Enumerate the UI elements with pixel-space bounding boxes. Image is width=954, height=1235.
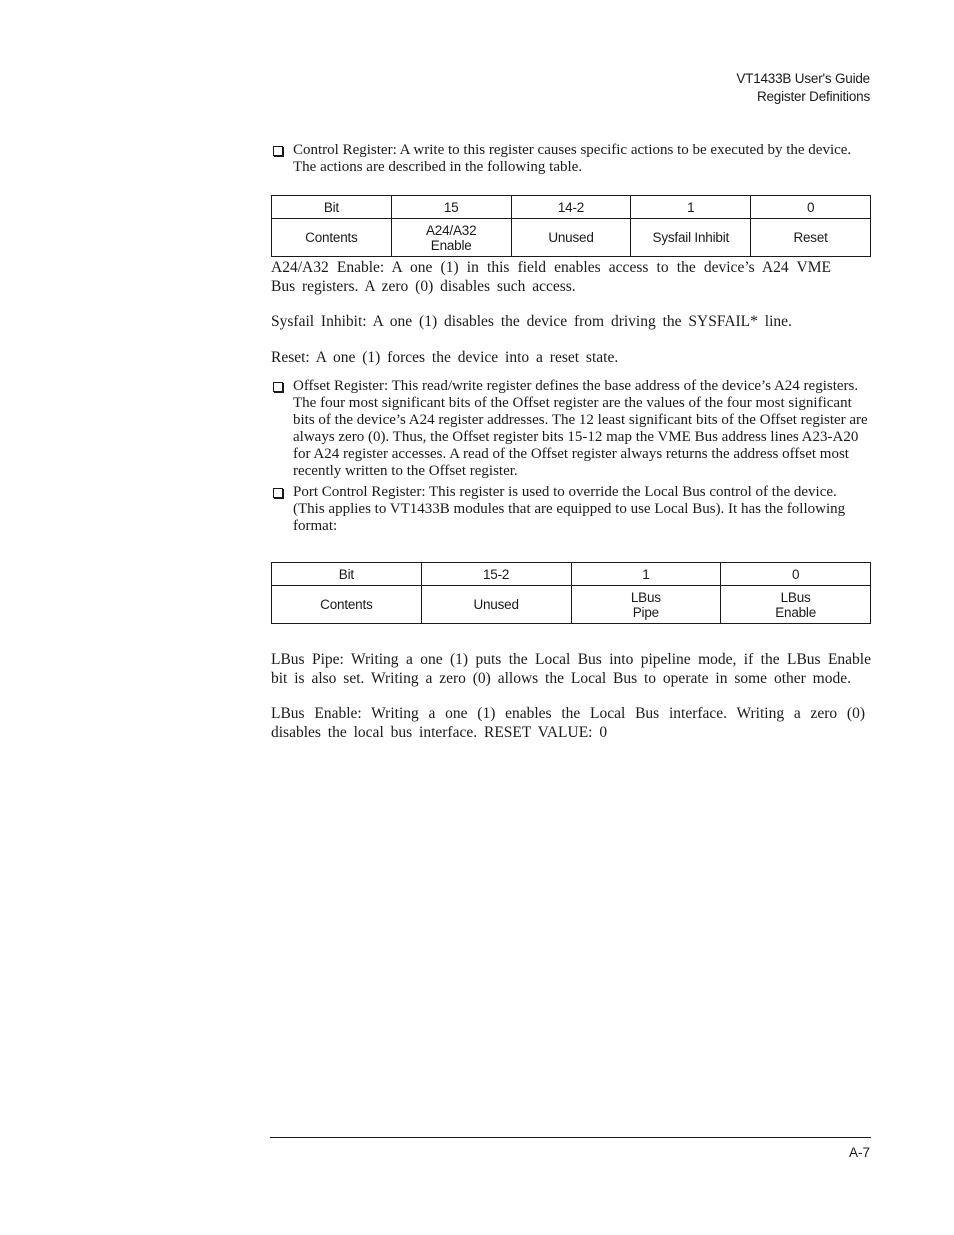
table-cell: Bit: [272, 196, 392, 219]
cell-line: Pipe: [632, 604, 659, 620]
cell-line: LBus: [630, 589, 661, 605]
table-row: [272, 586, 871, 624]
table-row: [272, 563, 871, 586]
table-cell: 15: [391, 196, 511, 219]
table-cell: [421, 586, 571, 624]
checkbox-bullet-icon: [273, 488, 283, 498]
table-cell: [751, 219, 871, 257]
header-section-title: Register Definitions: [756, 89, 870, 104]
checkbox-bullet-icon: [273, 146, 283, 156]
cell-line: Reset: [793, 230, 828, 245]
footer-divider: [270, 1137, 871, 1138]
control-register-text: Control Register: A write to this register causes specific actions to be executed by the device. The actions are described in the following table.: [293, 142, 852, 175]
cell-line: Contents: [305, 230, 358, 245]
a24-enable-description: A24/A32 Enable: A one (1) in this field enables access to the device’s A24 VME Bus registers. A zero (0) disables such access.: [271, 259, 831, 295]
table-cell: [272, 586, 422, 624]
table-cell: [631, 219, 751, 257]
cell-line: Sysfail Inhibit: [652, 230, 730, 245]
lbus-pipe-description: LBus Pipe: Writing a one (1) puts the Local Bus into pipeline mode, if the LBus Enable bit is also set. Writing a zero (0) allows the Local Bus to operate in some other mode.: [271, 651, 871, 687]
table-cell: 14-2: [511, 196, 631, 219]
cell-line: Contents: [320, 597, 373, 612]
checkbox-bullet-icon: [273, 382, 283, 392]
control-register-table: [271, 195, 871, 257]
cell-line: Enable: [430, 237, 472, 253]
table-cell: [721, 586, 871, 624]
page-content: [271, 142, 871, 742]
table-cell: 15-2: [421, 563, 571, 586]
port-control-register-text: Port Control Register: This register is used to override the Local Bus control of the device. (This applies to VT1433B modules that are equipped to use Local Bus). It has the following format:: [293, 484, 846, 534]
reset-description: Reset: A one (1) forces the device into a reset state.: [271, 348, 619, 366]
table-cell: 0: [721, 563, 871, 586]
cell-line: A24/A32: [425, 222, 477, 238]
cell-line: Unused: [473, 597, 519, 612]
table-cell: Bit: [272, 563, 422, 586]
table-cell: 1: [631, 196, 751, 219]
header-doc-title: VT1433B User's Guide: [736, 71, 870, 86]
table-cell: [571, 586, 721, 624]
table-cell: 1: [571, 563, 721, 586]
table-row: [272, 219, 871, 257]
table-row: [272, 196, 871, 219]
lbus-enable-description: LBus Enable: Writing a one (1) enables the Local Bus interface. Writing a zero (0) disables the local bus interface. RESET VALUE: 0: [271, 705, 865, 741]
sysfail-inhibit-description: Sysfail Inhibit: A one (1) disables the device from driving the SYSFAIL* line.: [271, 313, 792, 330]
table-cell: [391, 219, 511, 257]
table-cell: [272, 219, 392, 257]
port-control-register-table: [271, 562, 871, 624]
page-number: A-7: [848, 1145, 870, 1160]
offset-register-text: Offset Register: This read/write register defines the base address of the device’s A24 registers. The four most significant bits of the Offset register are the values of the four most significant bits of the device’s A24 register addresses. The 12 least significant bits of the Offset register are always zero (0). Thus, the Offset register bits 15-12 map the VME Bus address lines A23-A20 for A24 register accesses. A read of the Offset register always returns the address offset most recently written to the Offset register.: [293, 378, 868, 479]
control-register-bullet: [271, 142, 871, 176]
cell-line: LBus: [780, 589, 811, 605]
table-cell: 0: [751, 196, 871, 219]
cell-line: Unused: [548, 230, 594, 245]
table-cell: [511, 219, 631, 257]
port-control-register-bullet: [271, 484, 871, 535]
cell-line: Enable: [775, 604, 817, 620]
offset-register-bullet: [271, 378, 871, 480]
page-header: [736, 70, 870, 106]
